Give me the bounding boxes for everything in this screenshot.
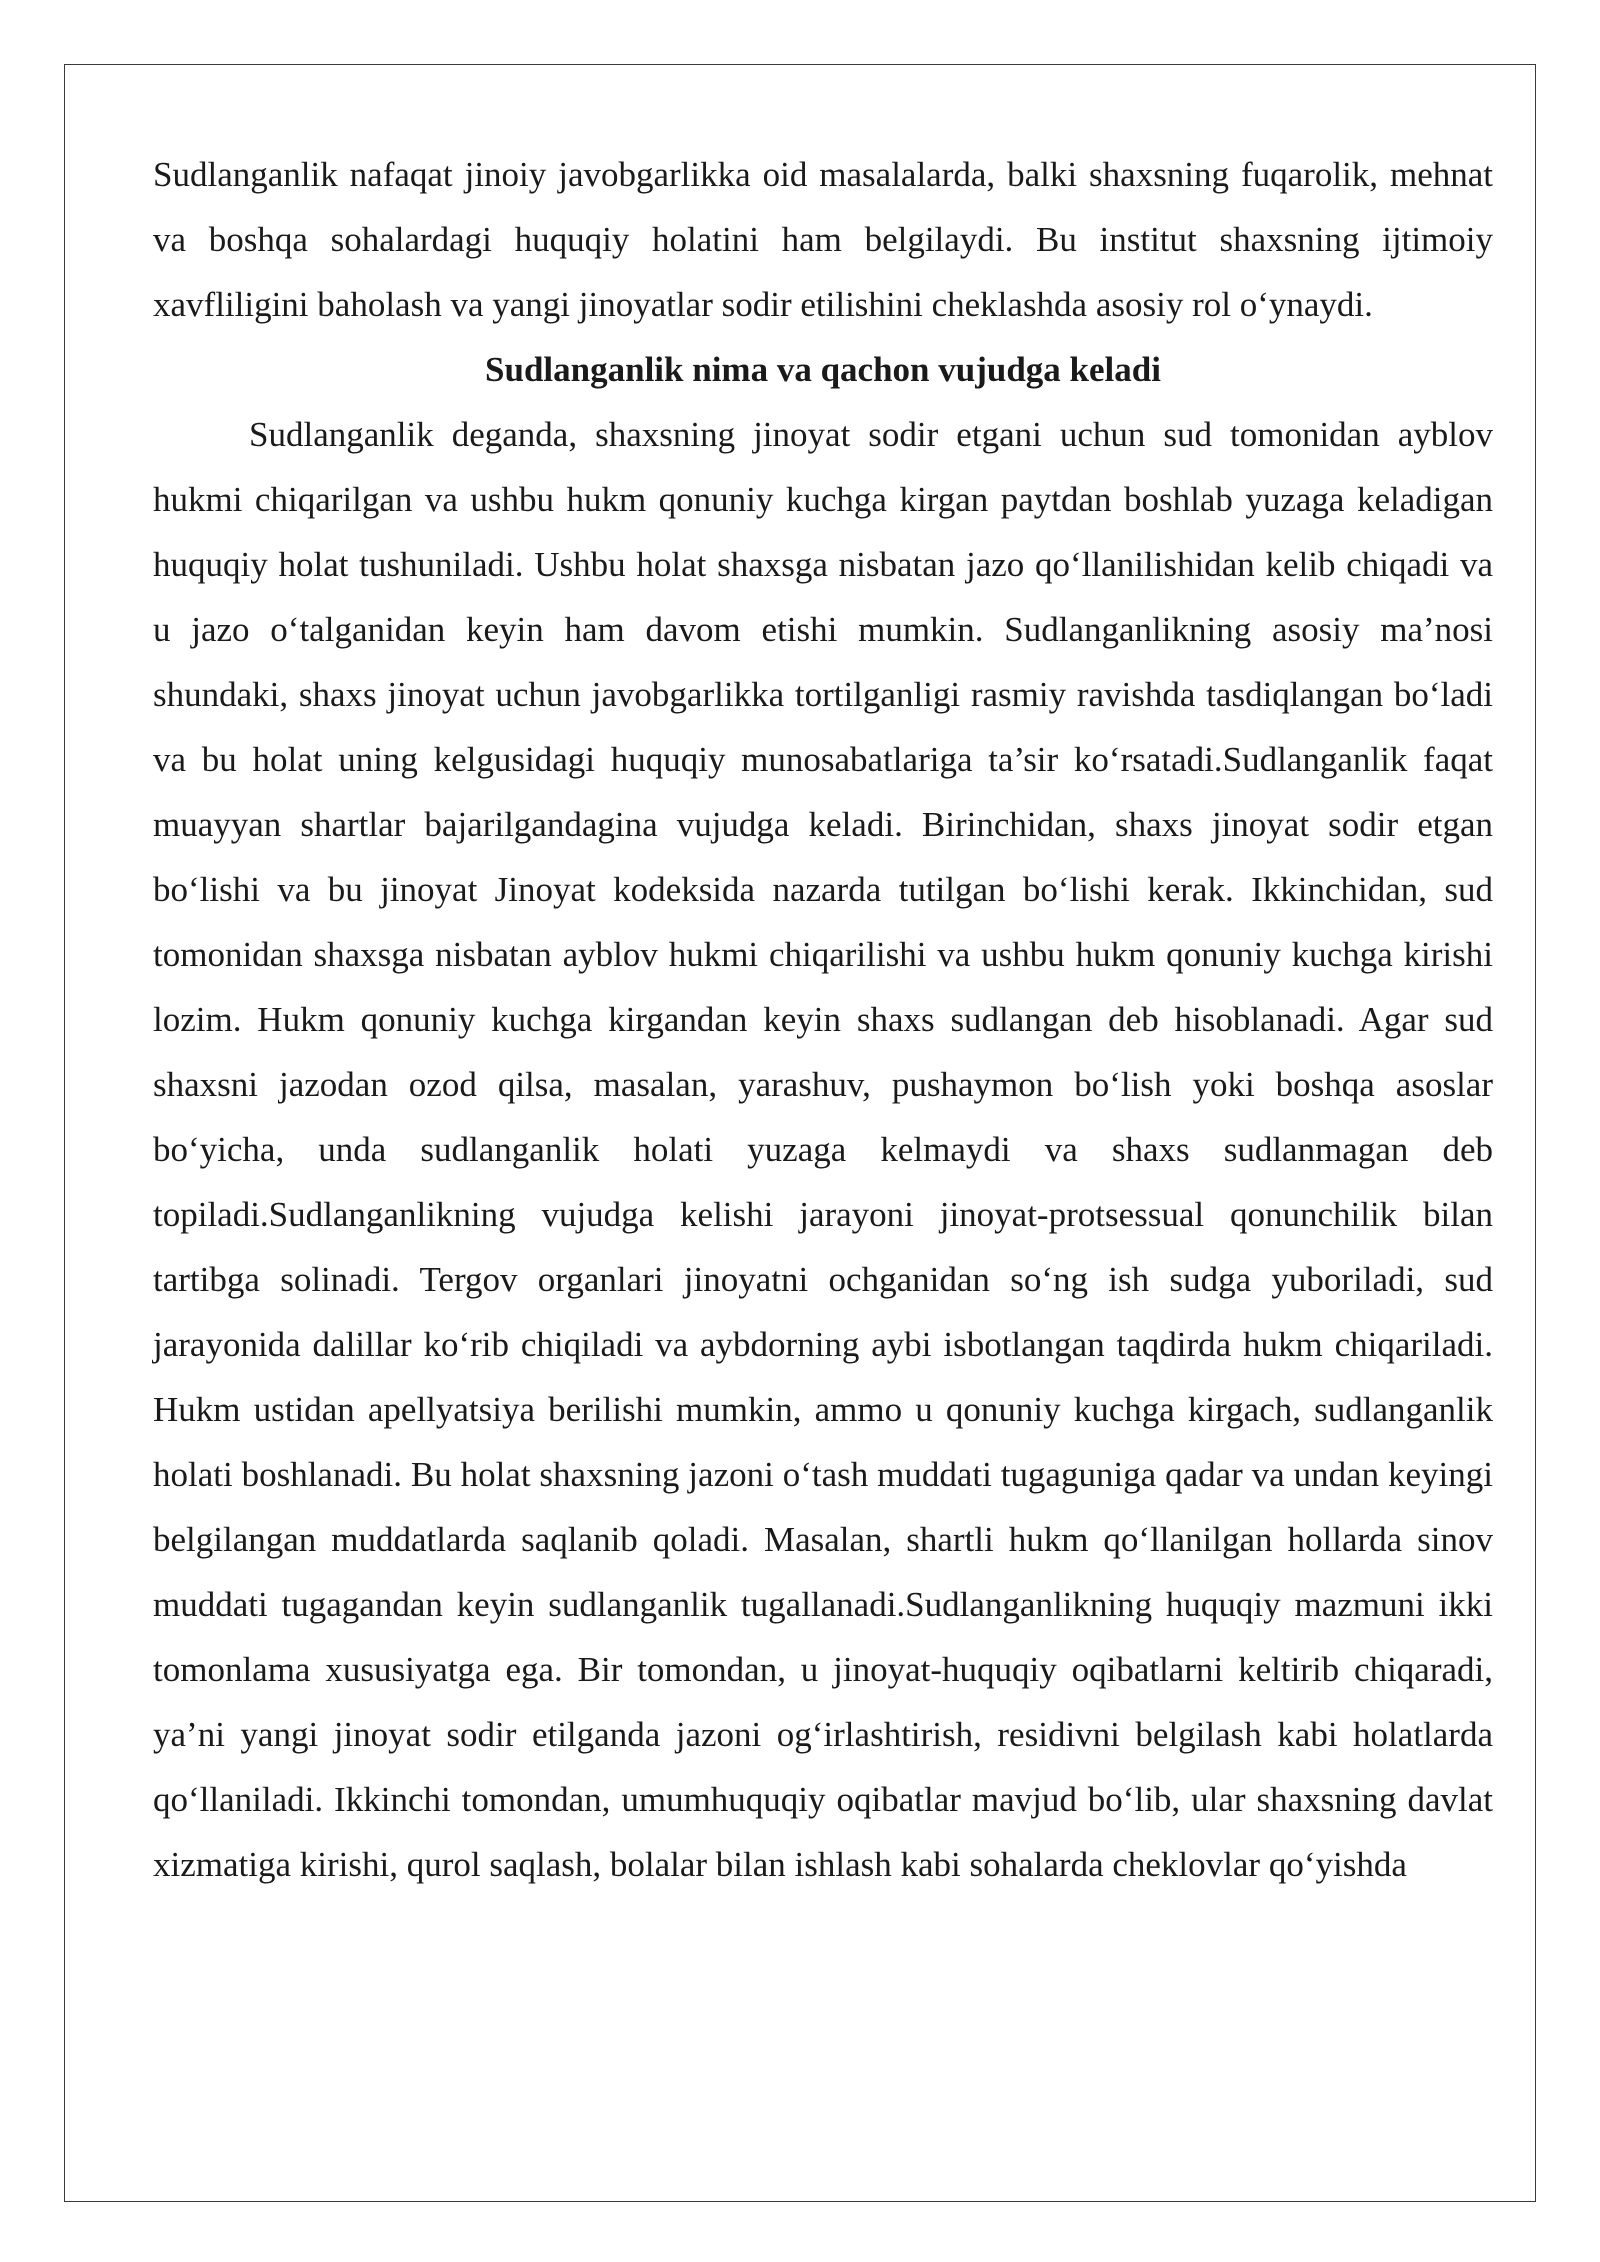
section-heading: Sudlanganlik nima va qachon vujudga keladi — [485, 350, 1161, 389]
intro-paragraph: Sudlanganlik nafaqat jinoiy javobgarlikka oid masalalarda, balki shaxsning fuqarolik, mehnat va boshqa sohalardagi huquqiy holatini ham belgilaydi. Bu institut shaxsning ijtimoiy xavfliligini baholash va yangi jinoyatlar sodir etilishini cheklashda asosiy rol o‘ynaydi. — [153, 155, 1493, 324]
body-paragraph: Sudlanganlik deganda, shaxsning jinoyat sodir etgani uchun sud tomonidan ayblov hukmi chiqarilgan va ushbu hukm qonuniy kuchga kirgan paytdan boshlab yuzaga keladigan huquqiy holat tushuniladi. Ushbu holat shaxsga nisbatan jazo qo‘llanilishidan kelib chiqadi va u jazo o‘talganidan keyin ham davom etishi mumkin. Sudlanganlikning asosiy ma’nosi shundaki, shaxs jinoyat uchun javobgarlikka tortilganligi rasmiy ravishda tasdiqlangan bo‘ladi va bu holat uning kelgusidagi huquqiy munosabatlariga ta’sir ko‘rsatadi.Sudlanganlik faqat muayyan shartlar bajarilgandagina vujudga keladi. Birinchidan, shaxs jinoyat sodir etgan bo‘lishi va bu jinoyat Jinoyat kodeksida nazarda tutilgan bo‘lishi kerak. Ikkinchidan, sud tomonidan shaxsga nisbatan ayblov hukmi chiqarilishi va ushbu hukm qonuniy kuchga kirishi lozim. Hukm qonuniy kuchga kirgandan keyin shaxs sudlangan deb hisoblanadi. Agar sud shaxsni jazodan ozod qilsa, masalan, yarashuv, pushaymon bo‘lish yoki boshqa asoslar bo‘yicha, unda sudlanganlik holati yuzaga kelmaydi va shaxs sudlanmagan deb topiladi.Sudlanganlikning vujudga kelishi jarayoni jinoyat-protsessual qonunchilik bilan tartibga solinadi. Tergov organlari jinoyatni ochganidan so‘ng ish sudga yuboriladi, sud jarayonida dalillar ko‘rib chiqiladi va aybdorning aybi isbotlangan taqdirda hukm chiqariladi. Hukm ustidan apellyatsiya berilishi mumkin, ammo u qonuniy kuchga kirgach, sudlanganlik holati boshlanadi. Bu holat shaxsning jazoni o‘tash muddati tugaguniga qadar va undan keyingi belgilangan muddatlarda saqlanib qoladi. Masalan, shartli hukm qo‘llanilgan hollarda sinov muddati tugagandan keyin sudlanganlik tugallanadi.Sudlanganlikning huquqiy mazmuni ikki tomonlama xususiyatga ega. Bir tomondan, u jinoyat-huquqiy oqibatlarni keltirib chiqaradi, ya’ni yangi jinoyat sodir etilganda jazoni og‘irlashtirish, residivni belgilash kabi holatlarda qo‘llaniladi. Ikkinchi tomondan, umumhuquqiy oqibatlar mavjud bo‘lib, ular shaxsning davlat xizmatiga kirishi, qurol saqlash, bolalar bilan ishlash kabi sohalarda cheklovlar qo‘yishda — [153, 415, 1493, 1884]
document-body — [153, 142, 1493, 1897]
